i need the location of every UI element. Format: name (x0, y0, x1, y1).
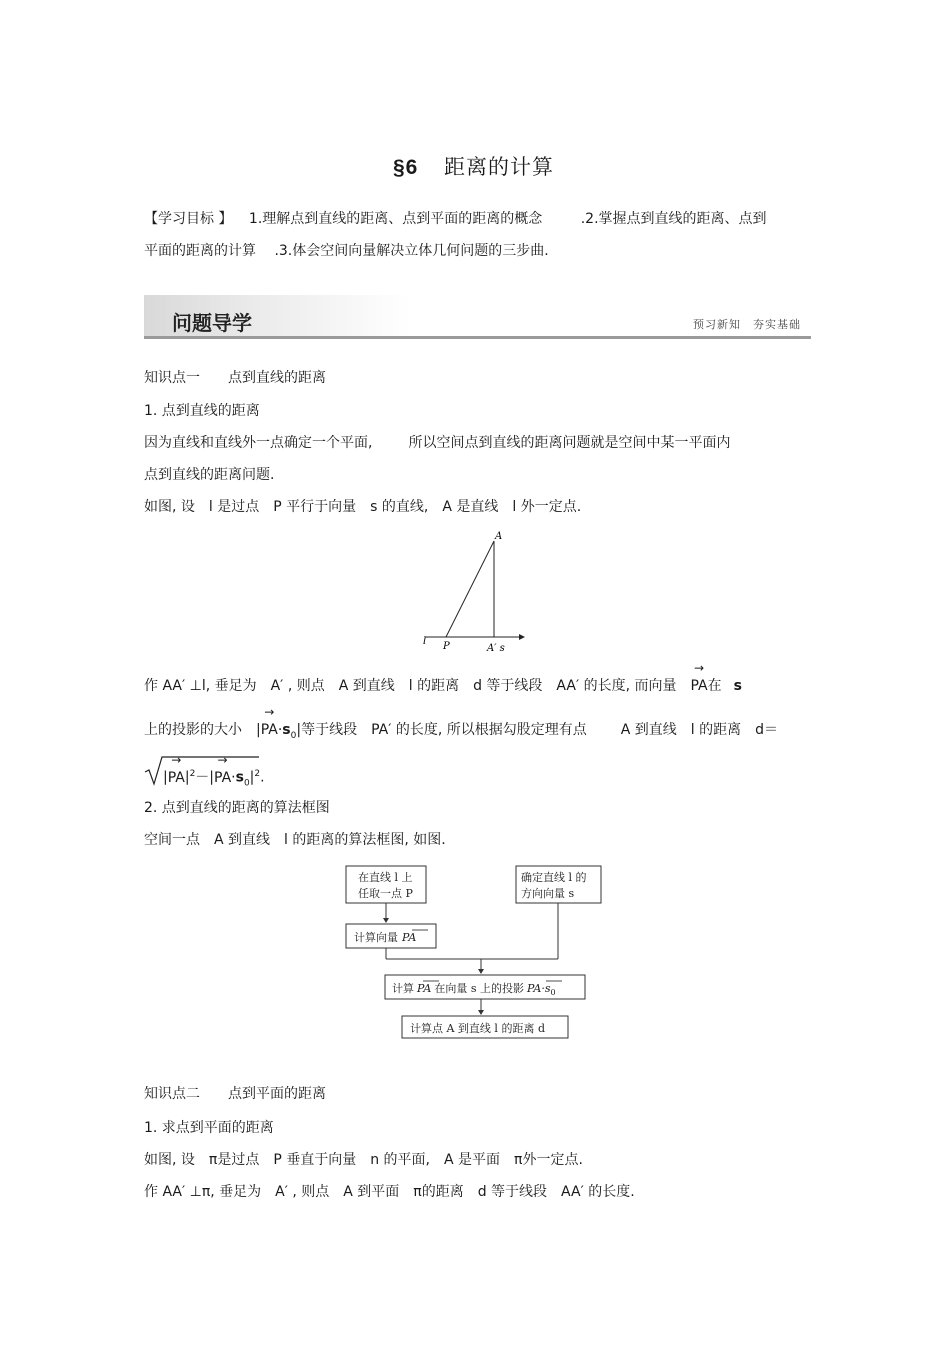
flow-box5-text: 计算点 A 到直线 l 的距离 d (410, 1022, 545, 1035)
vector-PA-2: → PA (261, 720, 278, 740)
flow-box2-line1: 确定直线 l 的 (521, 871, 587, 884)
flow-box1-line2: 任取一点 P (358, 887, 413, 900)
line-arrow-icon (519, 634, 525, 640)
section-number: §6 (393, 156, 419, 179)
flow-box2-line2: 方向向量 s (521, 887, 575, 900)
flow-box4-label-b: 在向量 s 上的投影 (434, 982, 524, 995)
paragraph-1-line2: 点到直线的距离问题. (144, 467, 275, 483)
formula-vector-PA: → PA (168, 768, 185, 788)
dot-operator: · (277, 722, 283, 738)
paragraph-3-text: 作 AA′ ⊥l, 垂足为 A′ , 则点 A 到直线 l 的距离 d 等于线段 AA′ 的长度, 而向量 (144, 678, 677, 694)
flow-box4-label-a: 计算 (392, 982, 414, 995)
section-title: 距离的计算 (444, 155, 555, 179)
label-P: P (443, 641, 450, 652)
flow-box3-text (354, 930, 416, 944)
formula-square-1: 2 (189, 769, 196, 779)
knowledge-point-2-heading: 知识点二 点到平面的距离 (144, 1086, 326, 1102)
paragraph-3-at: 在 (707, 678, 722, 694)
flow-arrow-2-icon (478, 969, 484, 974)
page-title (393, 151, 554, 181)
algorithm-flowchart (340, 860, 610, 1044)
paragraph-1-part-b: 所以空间点到直线的距离问题就是空间中某一平面内 (408, 435, 731, 451)
paragraph-4-text-a: 上的投影的大小 (144, 722, 242, 738)
banner-rule (144, 336, 811, 339)
flow-box4-vector-2: PA (526, 982, 542, 995)
flow-arrow-1-icon (383, 918, 389, 923)
label-l: l (423, 636, 427, 647)
objectives-label: 【学习目标 】 (144, 211, 233, 227)
flow-box4-label-c: ·s (541, 982, 551, 995)
flow-box3-vector: PA (402, 931, 417, 944)
formula-square-2: 2 (254, 769, 261, 779)
vector-PA: → PA (691, 676, 708, 696)
item-2-heading: 2. 点到直线的距离的算法框图 (144, 800, 330, 816)
objective-1: 1.理解点到直线的距离、点到平面的距离的概念 (248, 211, 543, 227)
knowledge-point-1-heading: 知识点一 点到直线的距离 (144, 370, 326, 386)
paragraph-3 (144, 676, 742, 696)
formula-vector-PA-2: → PA (214, 768, 231, 788)
point-line-figure (415, 525, 535, 655)
paragraph-1-line1 (144, 433, 730, 453)
banner-subtitle: 预习新知 夯实基础 (693, 318, 801, 331)
banner-title: 问题导学 (172, 311, 252, 335)
subscript-0: 0 (290, 730, 297, 741)
objective-3: .3.体会空间向量解决立体几何问题的三步曲. (274, 243, 549, 259)
paragraph-1-part-a: 因为直线和直线外一点确定一个平面, (144, 435, 373, 451)
flow-arrow-3-icon (478, 1010, 484, 1015)
label-A: A (495, 531, 503, 542)
item-1-heading: 1. 点到直线的距离 (144, 403, 260, 419)
flow-box3-label: 计算向量 (354, 931, 398, 944)
flow-box4-vector: PA (417, 982, 432, 995)
formula-minus: － (195, 769, 210, 786)
segment-PA (446, 541, 494, 637)
flow-box4-text (392, 981, 556, 997)
paragraph-5: 空间一点 A 到直线 l 的距离的算法框图, 如图. (144, 832, 446, 848)
paragraph-4: 上的投影的大小 |→ $PA\cdot s_0|$等于线段 PA′ 的长度, 所以根据勾股定理有点 A 到直线 l 的距离 d＝ (144, 720, 778, 746)
paragraph-2: 如图, 设 l 是过点 P 平行于向量 s 的直线, A 是直线 l 外一定点. (144, 499, 582, 515)
section2-paragraph-2: 作 AA′ ⊥π, 垂足为 A′ , 则点 A 到平面 π的距离 d 等于线段 AA′ 的长度. (144, 1184, 635, 1200)
section2-paragraph-1: 如图, 设 π是过点 P 垂直于向量 n 的平面, A 是平面 π外一定点. (144, 1152, 583, 1168)
label-A-prime-s: A′ s (487, 643, 505, 654)
paragraph-4-text-c: A 到直线 l 的距离 d＝ (620, 722, 779, 738)
vector-s: s (733, 678, 742, 694)
objectives-line1 (144, 209, 767, 229)
vector-s0: s (282, 722, 291, 738)
flow-box1-line1: 在直线 l 上 (358, 871, 413, 884)
flow-box4-subscript: 0 (550, 988, 556, 997)
objectives-line2 (144, 241, 549, 261)
paragraph-4-text-b: |等于线段 PA′ 的长度, 所以根据勾股定理有点 (296, 722, 587, 738)
formula-period: . (260, 769, 265, 786)
objective-2-end: 平面的距离的计算 (144, 243, 256, 259)
objective-2-start: .2.掌握点到直线的距离、点到 (580, 211, 767, 227)
section2-item-1-heading: 1. 求点到平面的距离 (144, 1120, 274, 1136)
